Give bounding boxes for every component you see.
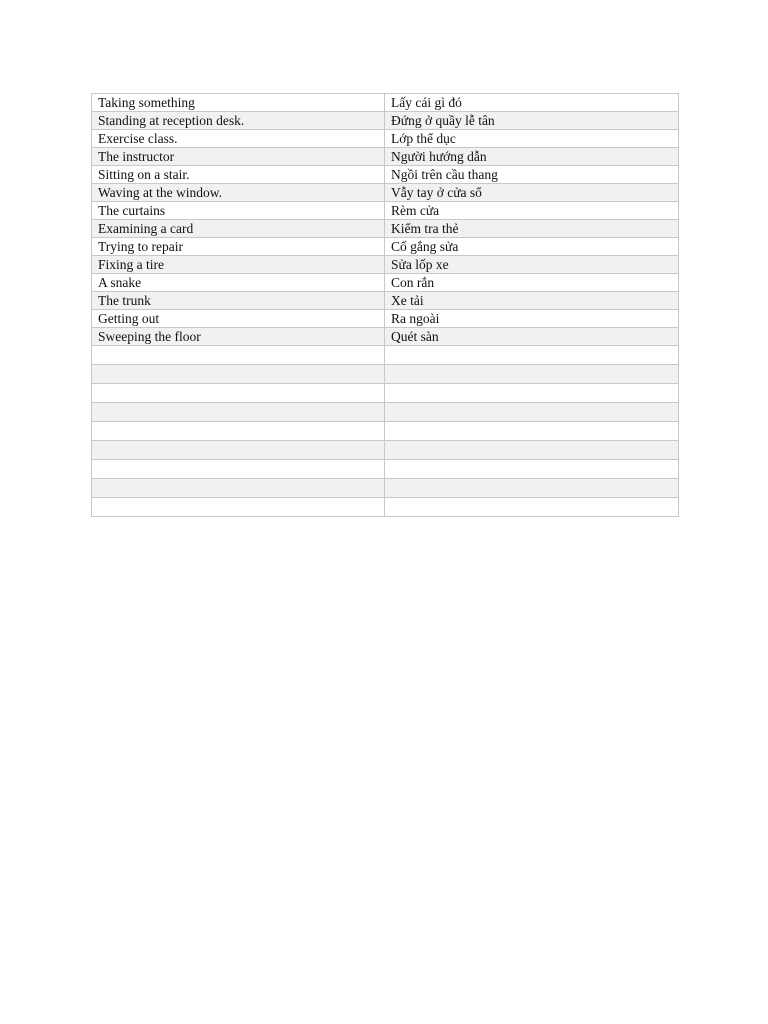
vietnamese-cell: Xe tải — [385, 292, 679, 310]
table-row — [92, 422, 679, 441]
table-row — [92, 130, 679, 148]
english-cell — [92, 403, 385, 422]
table-row — [92, 274, 679, 292]
vietnamese-cell: Vẫy tay ở cửa sổ — [385, 184, 679, 202]
vietnamese-cell — [385, 441, 679, 460]
vietnamese-cell: Đứng ở quầy lễ tân — [385, 112, 679, 130]
english-cell: Standing at reception desk. — [92, 112, 385, 130]
vietnamese-cell — [385, 479, 679, 498]
vietnamese-cell: Sửa lốp xe — [385, 256, 679, 274]
english-cell — [92, 422, 385, 441]
vietnamese-cell: Ra ngoài — [385, 310, 679, 328]
vocabulary-table — [91, 93, 679, 517]
english-cell: Sweeping the floor — [92, 328, 385, 346]
table-row — [92, 256, 679, 274]
vietnamese-cell: Kiểm tra thẻ — [385, 220, 679, 238]
english-cell: The instructor — [92, 148, 385, 166]
table-row — [92, 346, 679, 365]
english-cell — [92, 346, 385, 365]
vietnamese-cell: Lớp thể dục — [385, 130, 679, 148]
table-row — [92, 403, 679, 422]
english-cell — [92, 479, 385, 498]
table-row — [92, 460, 679, 479]
table-row — [92, 148, 679, 166]
vietnamese-cell — [385, 460, 679, 479]
vietnamese-cell — [385, 403, 679, 422]
table-row — [92, 112, 679, 130]
table-row — [92, 166, 679, 184]
english-cell — [92, 384, 385, 403]
english-cell: Getting out — [92, 310, 385, 328]
table-row — [92, 184, 679, 202]
english-cell — [92, 460, 385, 479]
english-cell — [92, 498, 385, 517]
english-cell: The curtains — [92, 202, 385, 220]
table-row — [92, 441, 679, 460]
vietnamese-cell: Người hướng dẫn — [385, 148, 679, 166]
table-row — [92, 94, 679, 112]
vietnamese-cell — [385, 346, 679, 365]
english-cell: Exercise class. — [92, 130, 385, 148]
english-cell: Waving at the window. — [92, 184, 385, 202]
vietnamese-cell — [385, 384, 679, 403]
english-cell — [92, 365, 385, 384]
english-cell — [92, 441, 385, 460]
english-cell: The trunk — [92, 292, 385, 310]
vietnamese-cell — [385, 498, 679, 517]
table-row — [92, 292, 679, 310]
english-cell: Fixing a tire — [92, 256, 385, 274]
table-row — [92, 202, 679, 220]
table-row — [92, 220, 679, 238]
table-row — [92, 365, 679, 384]
vietnamese-cell: Cố gắng sửa — [385, 238, 679, 256]
table-row — [92, 238, 679, 256]
table-row — [92, 479, 679, 498]
table-row — [92, 384, 679, 403]
vietnamese-cell — [385, 365, 679, 384]
table-row — [92, 328, 679, 346]
vietnamese-cell: Lấy cái gì đó — [385, 94, 679, 112]
vietnamese-cell: Con rắn — [385, 274, 679, 292]
english-cell: Taking something — [92, 94, 385, 112]
vietnamese-cell: Ngồi trên cầu thang — [385, 166, 679, 184]
vietnamese-cell: Rèm cửa — [385, 202, 679, 220]
table-row — [92, 498, 679, 517]
vietnamese-cell: Quét sàn — [385, 328, 679, 346]
english-cell: A snake — [92, 274, 385, 292]
english-cell: Examining a card — [92, 220, 385, 238]
english-cell: Trying to repair — [92, 238, 385, 256]
vietnamese-cell — [385, 422, 679, 441]
english-cell: Sitting on a stair. — [92, 166, 385, 184]
table-row — [92, 310, 679, 328]
